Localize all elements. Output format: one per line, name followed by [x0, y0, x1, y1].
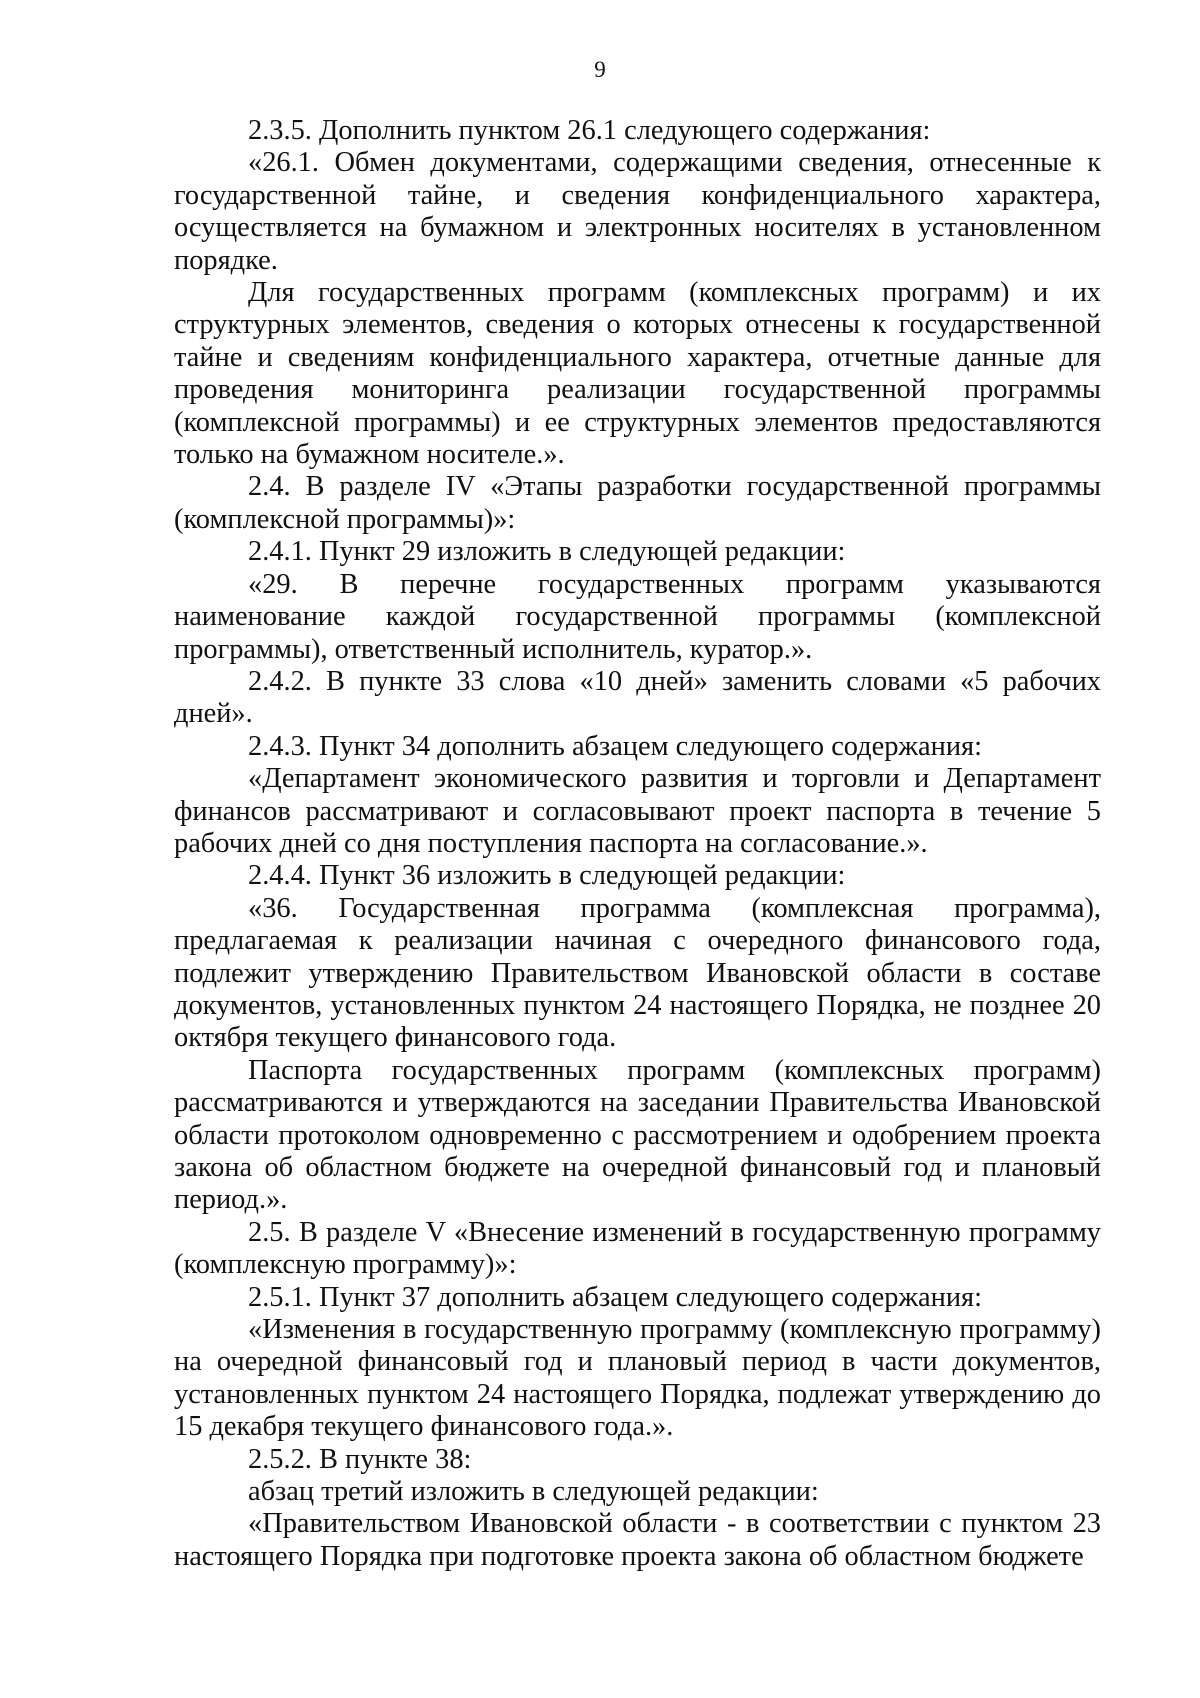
- paragraph-2-4-2: 2.4.2. В пункте 33 слова «10 дней» заменить словами «5 рабочих дней».: [174, 665, 1101, 730]
- paragraph-2-4: 2.4. В разделе IV «Этапы разработки государственной программы (комплексной программы)»:: [174, 471, 1101, 535]
- paragraph-2-5-1: 2.5.1. Пункт 37 дополнить абзацем следующего содержания:: [248, 1281, 982, 1313]
- paragraph-2-3-5: 2.3.5. Дополнить пунктом 26.1 следующего содержания:: [248, 115, 931, 146]
- paragraph-34-addition: «Департамент экономического развития и торговли и Департамент финансов рассматривают и согласовывают проект паспорта в течение 5 рабочих дней со дня поступления паспорта на согласование.».: [174, 763, 1101, 859]
- paragraph-2-4-4: 2.4.4. Пункт 36 изложить в следующей редакции:: [248, 860, 846, 892]
- paragraph-2-4-1: 2.4.1. Пункт 29 изложить в следующей редакции:: [248, 536, 846, 568]
- paragraph-38-new-text: «Правительством Ивановской области - в соответствии с пунктом 23 настоящего Порядка при подготовке проекта закона об областном бюджете: [174, 1508, 1101, 1572]
- paragraph-38-abzac: абзац третий изложить в следующей редакции:: [248, 1476, 819, 1508]
- paragraph-37-addition: «Изменения в государственную программу (комплексную программу) на очередной финансовый год и плановый период в части документов, установленных пунктом 24 настоящего Порядка, подлежат утверждению до 15 декабря текущего финансового года.».: [174, 1314, 1101, 1443]
- paragraph-2-5: 2.5. В разделе V «Внесение изменений в государственную программу (комплексную программу)»:: [174, 1216, 1101, 1281]
- paragraph-2-4-3: 2.4.3. Пункт 34 дополнить абзацем следующего содержания:: [248, 730, 982, 762]
- paragraph-26-1-second: Для государственных программ (комплексных программ) и их структурных элементов, сведения о которых отнесены к государственной тайне и сведениям конфиденциального характера, отчетные данные для проведения мониторинга реализации государственной программы (комплексной программы) и ее структурных элементов предоставляются только на бумажном носителе.».: [174, 277, 1101, 471]
- paragraph-36-second: Паспорта государственных программ (комплексных программ) рассматриваются и утверждаются на заседании Правительства Ивановской области протоколом одновременно с рассмотрением и одобрением проекта закона об областном бюджете на очередной финансовый год и плановый период.».: [174, 1054, 1101, 1216]
- page-number: 9: [594, 57, 606, 82]
- paragraph-29: «29. В перечне государственных программ указываются наименование каждой государственной программы (комплексной программы), ответственный исполнитель, куратор.».: [174, 568, 1101, 665]
- paragraph-36: «36. Государственная программа (комплексная программа), предлагаемая к реализации начиная с очередного финансового года, подлежит утверждению Правительством Ивановской области в составе документов, установленных пунктом 24 настоящего Порядка, не позднее 20 октября текущего финансового года.: [174, 892, 1101, 1054]
- document-body: [174, 115, 1101, 1573]
- paragraph-2-5-2: 2.5.2. В пункте 38:: [248, 1443, 472, 1475]
- paragraph-26-1: «26.1. Обмен документами, содержащими сведения, отнесенные к государственной тайне, и сведения конфиденциального характера, осуществляется на бумажном и электронных носителях в установленном порядке.: [174, 147, 1101, 276]
